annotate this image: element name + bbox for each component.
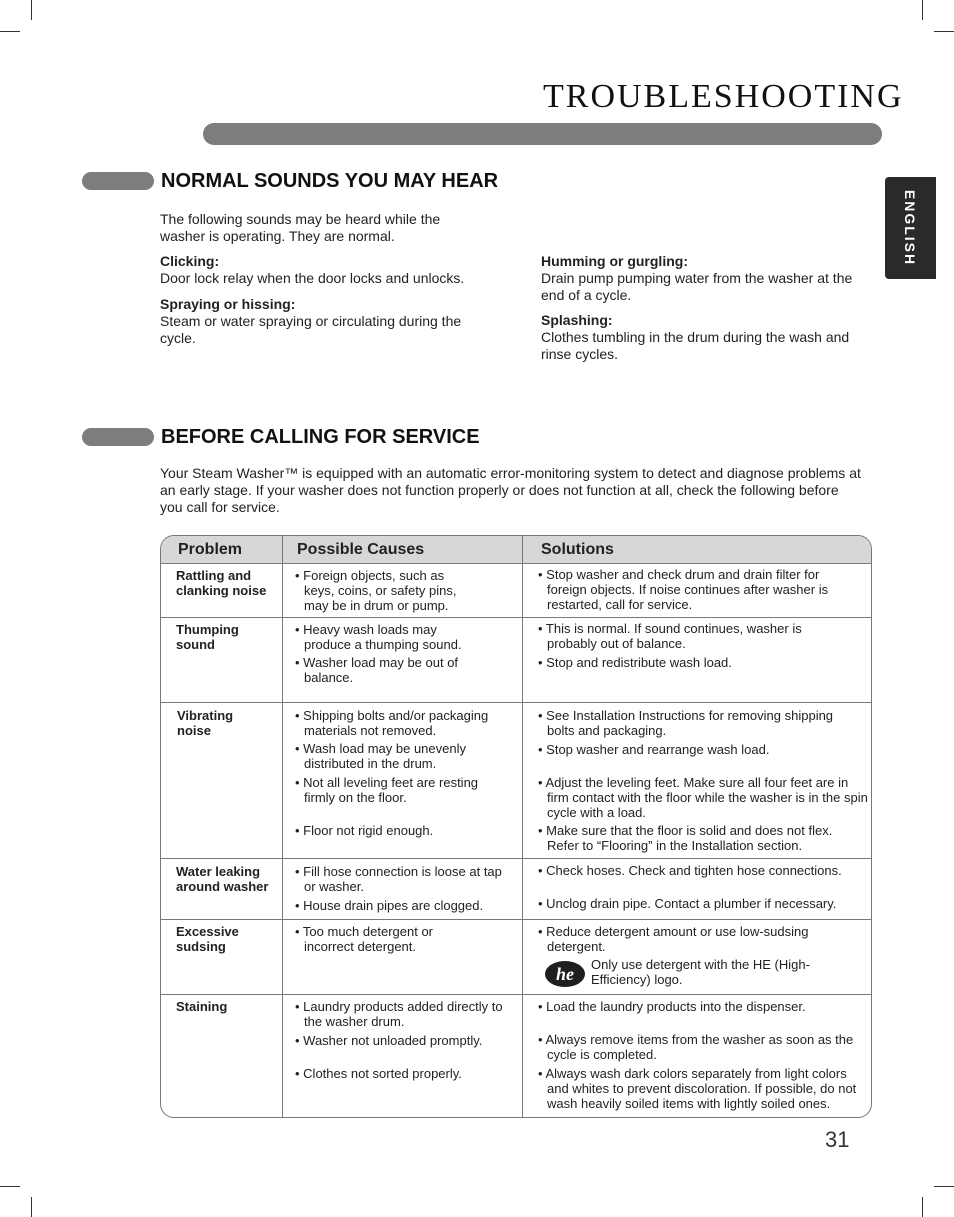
sound-term: Humming or gurgling: bbox=[541, 253, 688, 269]
problem-cell: Rattling and clanking noise bbox=[176, 568, 267, 598]
language-tab-label: ENGLISH bbox=[902, 189, 919, 267]
solution-item: • Check hoses. Check and tighten hose connections. bbox=[538, 863, 842, 878]
sound-item bbox=[541, 253, 861, 304]
table-header bbox=[161, 536, 871, 564]
cause-item: • Not all leveling feet are resting firmly on the floor. bbox=[295, 775, 479, 805]
crop-mark bbox=[922, 0, 923, 20]
cause-item: • Foreign objects, such as keys, coins, or safety pins, may be in drum or pump. bbox=[295, 568, 457, 613]
problem-cell: Excessive sudsing bbox=[176, 924, 239, 954]
title-bar bbox=[203, 123, 882, 145]
cause-item: • Clothes not sorted properly. bbox=[295, 1066, 462, 1081]
solution-item: • Always remove items from the washer as soon as the cycle is completed. bbox=[538, 1032, 854, 1062]
crop-mark bbox=[31, 1197, 32, 1217]
cause-item: • Shipping bolts and/or packaging materials not removed. bbox=[295, 708, 489, 738]
problem-cell: Staining bbox=[176, 999, 228, 1014]
solution-item: • Stop and redistribute wash load. bbox=[538, 655, 732, 670]
problem-cell: Vibrating noise bbox=[177, 708, 234, 738]
cause-item: • Heavy wash loads may produce a thumping sound. bbox=[295, 622, 462, 652]
he-logo-icon: he bbox=[545, 961, 585, 987]
cause-item: • House drain pipes are clogged. bbox=[295, 898, 484, 913]
cause-item: • Laundry products added directly to the washer drum. bbox=[295, 999, 503, 1029]
cause-item: • Washer load may be out of balance. bbox=[295, 655, 459, 685]
cause-item: • Too much detergent or incorrect detergent. bbox=[295, 924, 434, 954]
sound-item bbox=[160, 296, 480, 347]
solution-item: • Load the laundry products into the dispenser. bbox=[538, 999, 806, 1014]
header-problem: Problem bbox=[178, 541, 243, 558]
sound-term: Spraying or hissing: bbox=[160, 296, 296, 312]
header-solutions: Solutions bbox=[541, 541, 614, 558]
solution-item: • Always wash dark colors separately from light colors and whites to prevent discoloration. If possible, do not wash heavily soiled items with lightly soiled ones. bbox=[538, 1066, 857, 1111]
page-number: 31 bbox=[825, 1127, 850, 1152]
sound-desc: Drain pump pumping water from the washer at the end of a cycle. bbox=[541, 270, 853, 303]
row-divider bbox=[161, 858, 871, 859]
sound-term: Clicking: bbox=[160, 253, 220, 269]
sound-item bbox=[160, 253, 500, 287]
section-heading-service: BEFORE CALLING FOR SERVICE bbox=[161, 426, 480, 448]
cause-item: • Wash load may be unevenly distributed in the drum. bbox=[295, 741, 466, 771]
problem-cell: Water leaking around washer bbox=[176, 864, 269, 894]
row-divider bbox=[161, 617, 871, 618]
cause-item: • Fill hose connection is loose at tap or washer. bbox=[295, 864, 502, 894]
crop-mark bbox=[0, 1186, 20, 1187]
sound-term: Splashing: bbox=[541, 312, 613, 328]
page-title: TROUBLESHOOTING bbox=[543, 78, 904, 115]
crop-mark bbox=[934, 31, 954, 32]
troubleshooting-table bbox=[160, 535, 872, 1118]
solution-item: • Stop washer and check drum and drain filter for foreign objects. If noise continues after washer is restarted, call for service. bbox=[538, 567, 829, 612]
cause-item: • Floor not rigid enough. bbox=[295, 823, 434, 838]
cause-item: • Washer not unloaded promptly. bbox=[295, 1033, 483, 1048]
sound-desc: Door lock relay when the door locks and unlocks. bbox=[160, 270, 465, 286]
column-divider bbox=[282, 536, 283, 1117]
language-tab bbox=[885, 177, 936, 279]
section-heading-normal-sounds: NORMAL SOUNDS YOU MAY HEAR bbox=[161, 170, 499, 192]
crop-mark bbox=[0, 31, 20, 32]
sound-item bbox=[541, 312, 861, 363]
row-divider bbox=[161, 919, 871, 920]
solution-item: • Reduce detergent amount or use low-sudsing detergent. bbox=[538, 924, 809, 954]
solution-item: • This is normal. If sound continues, washer is probably out of balance. bbox=[538, 621, 802, 651]
crop-mark bbox=[922, 1197, 923, 1217]
sound-desc: Clothes tumbling in the drum during the wash and rinse cycles. bbox=[541, 329, 850, 362]
solution-item: • Stop washer and rearrange wash load. bbox=[538, 742, 770, 757]
row-divider bbox=[161, 994, 871, 995]
sound-desc: Steam or water spraying or circulating during the cycle. bbox=[160, 313, 462, 346]
header-causes: Possible Causes bbox=[297, 541, 425, 558]
normal-sounds-intro: The following sounds may be heard while the washer is operating. They are normal. bbox=[160, 211, 441, 244]
solution-item: • Make sure that the floor is solid and does not flex. Refer to “Flooring” in the Installation section. bbox=[538, 823, 833, 853]
service-intro: Your Steam Washer™ is equipped with an automatic error-monitoring system to detect and diagnose problems at an early stage. If your washer does not function properly or does not function at all, check the following before you call for service. bbox=[160, 465, 861, 515]
solution-item: • Unclog drain pipe. Contact a plumber if necessary. bbox=[538, 896, 837, 911]
section-pill bbox=[82, 428, 154, 446]
he-note: Only use detergent with the HE (High-Efficiency) logo. bbox=[591, 957, 810, 987]
column-divider bbox=[522, 536, 523, 1117]
solution-item: • Adjust the leveling feet. Make sure all four feet are in firm contact with the floor while the washer is in the spin cycle with a load. bbox=[538, 775, 868, 820]
crop-mark bbox=[934, 1186, 954, 1187]
solution-item: • See Installation Instructions for removing shipping bolts and packaging. bbox=[538, 708, 834, 738]
crop-mark bbox=[31, 0, 32, 20]
section-pill bbox=[82, 172, 154, 190]
problem-cell: Thumping sound bbox=[176, 622, 239, 652]
row-divider bbox=[161, 702, 871, 703]
